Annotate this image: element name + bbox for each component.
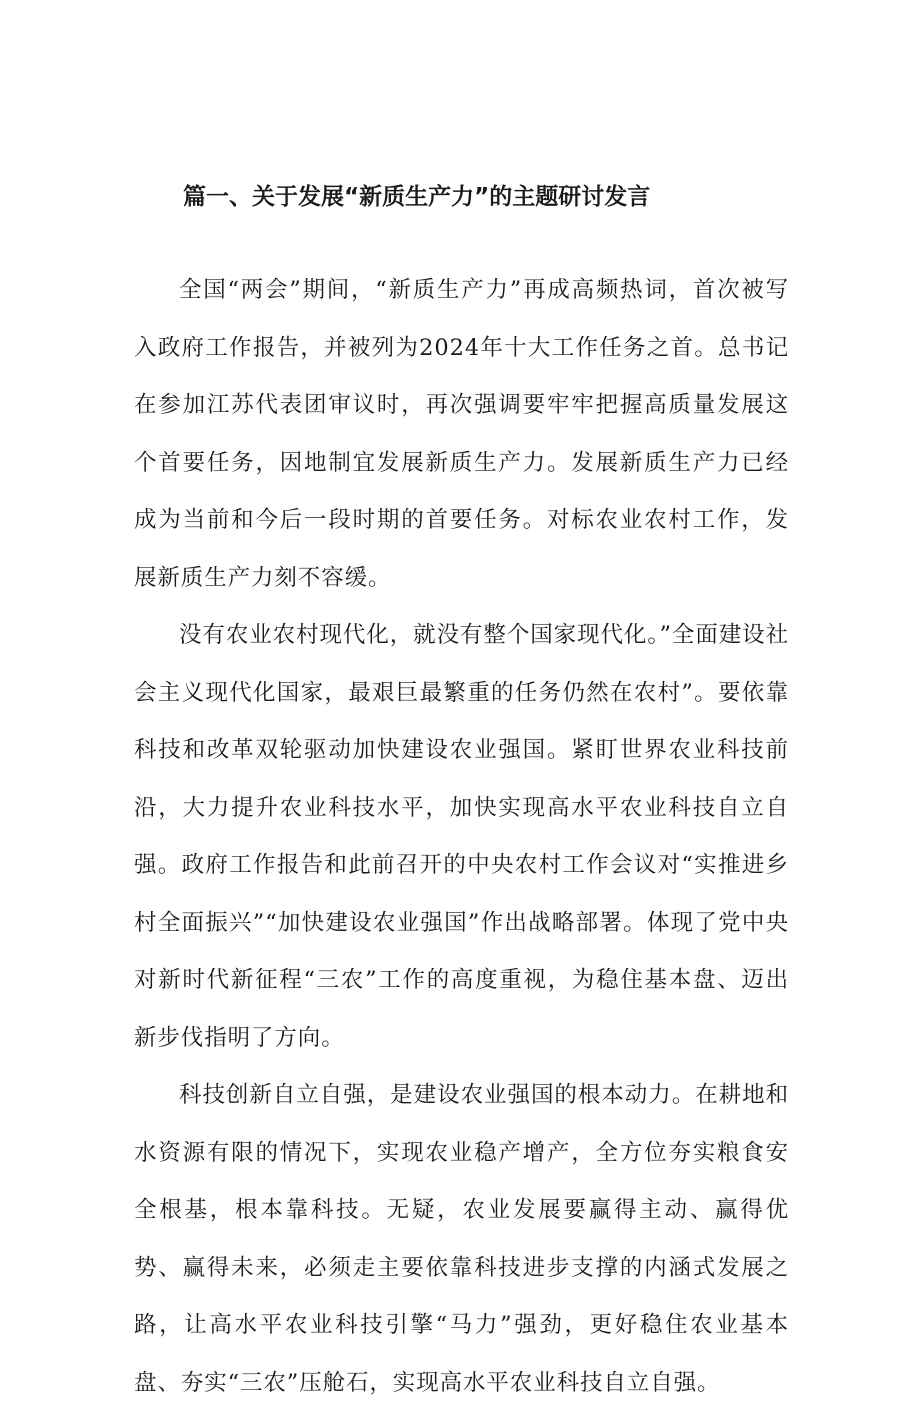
paragraph-1: 全国“两会”期间，“新质生产力”再成高频热词，首次被写入政府工作报告，并被列为2024年十大工作任务之首。总书记在参加江苏代表团审议时，再次强调要牢牢把握高质量发展这个首要任务，因地制宜发展新质生产力。发展新质生产力已经成为当前和今后一段时期的首要任务。对标农业农村工作，发展新质生产力刻不容缓。 [134,277,789,591]
document-body [134,262,789,1412]
paragraph-3: 科技创新自立自强，是建设农业强国的根本动力。在耕地和水资源有限的情况下，实现农业稳产增产，全方位夯实粮食安全根基，根本靠科技。无疑，农业发展要赢得主动、赢得优势、赢得未来，必须走主要依靠科技进步支撑的内涵式发展之路，让高水平农业科技引擎“马力”强劲，更好稳住农业基本盘、夯实“三农”压舱石，实现高水平农业科技自立自强。 [134,1082,789,1396]
document-title: 篇一、关于发展“新质生产力”的主题研讨发言 [183,184,651,210]
paragraph-2: 没有农业农村现代化，就没有整个国家现代化。”全面建设社会主义现代化国家，最艰巨最繁重的任务仍然在农村”。要依靠科技和改革双轮驱动加快建设农业强国。紧盯世界农业科技前沿，大力提升农业科技水平，加快实现高水平农业科技自立自强。政府工作报告和此前召开的中央农村工作会议对“实推进乡村全面振兴”“加快建设农业强国”作出战略部署。体现了党中央对新时代新征程“三农”工作的高度重视，为稳住基本盘、迈出新步伐指明了方向。 [134,622,789,1051]
